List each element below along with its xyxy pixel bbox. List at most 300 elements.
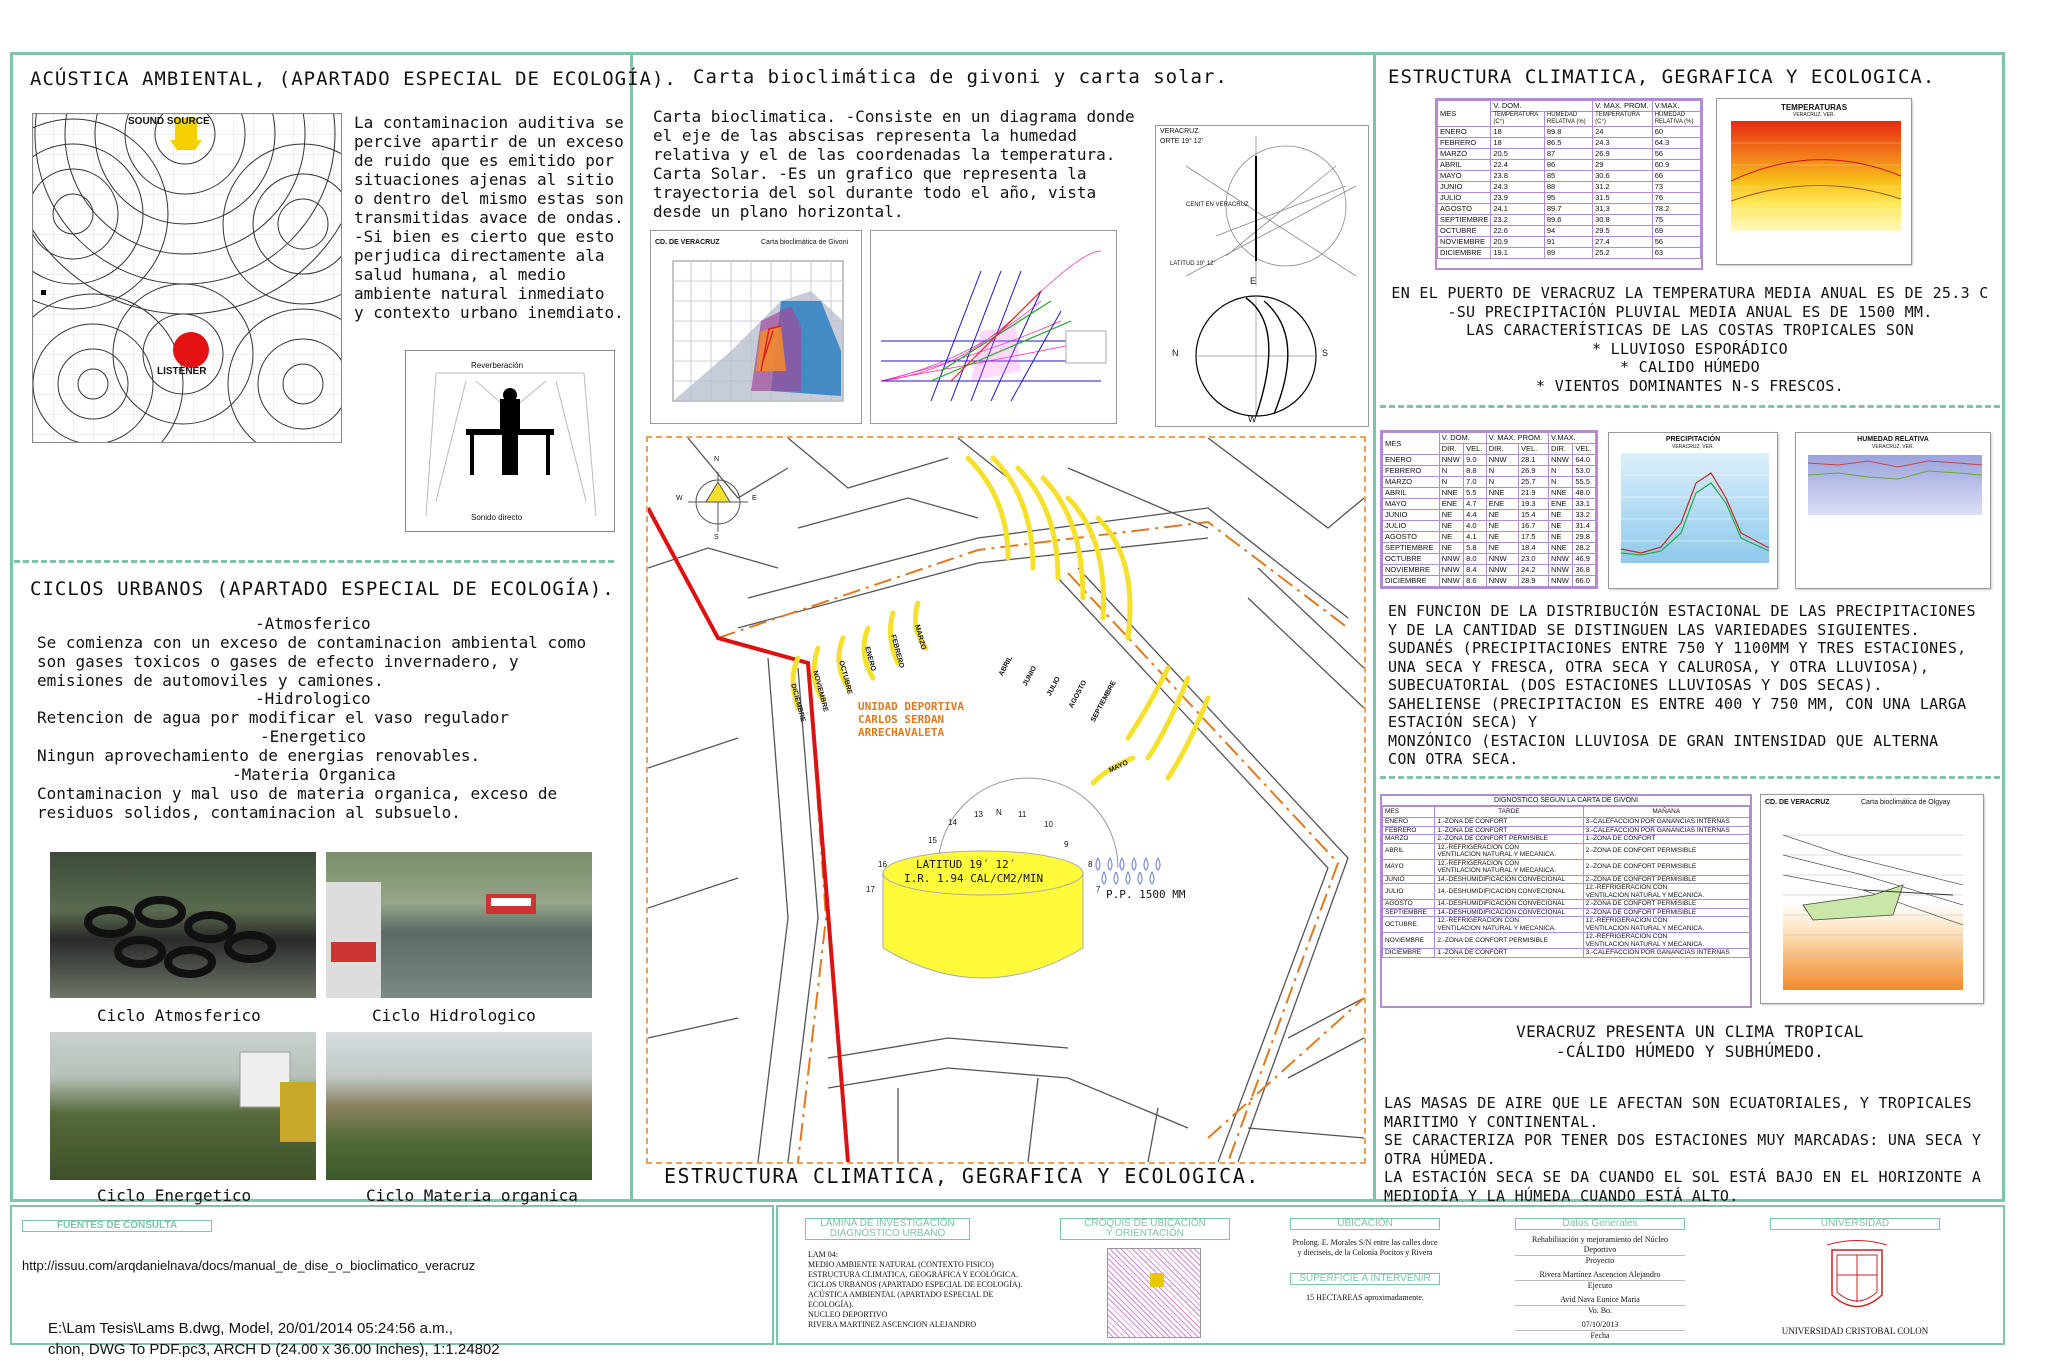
- table-cell: 86: [1544, 160, 1592, 171]
- table-cell: 23.2: [1491, 215, 1545, 226]
- acustica-title: ACÚSTICA AMBIENTAL, (APARTADO ESPECIAL DE ECOLOGÍA).: [30, 68, 677, 90]
- reverb-drawing: [406, 351, 614, 531]
- table-cell: 1.-ZONA DE CONFORT: [1435, 949, 1583, 958]
- datos-title: Datos Generales: [1515, 1218, 1685, 1230]
- listener-label: LISTENER: [157, 366, 207, 377]
- table-row: [1438, 182, 1701, 193]
- table-row: [1438, 138, 1701, 149]
- solar-chart: [1155, 125, 1369, 427]
- table-cell: NOVIEMBRE: [1383, 933, 1435, 949]
- table-cell: DICIEMBRE: [1438, 248, 1491, 259]
- dwg-line2: chon, DWG To PDF.pc3, ARCH D (24.00 x 36.00 Inches), 1:1.24802: [48, 1341, 500, 1358]
- table-cell: 16.7: [1518, 521, 1548, 532]
- hour-label: 9: [1064, 840, 1069, 849]
- table-cell: OCTUBRE: [1383, 554, 1440, 565]
- month-label: NOVIEMBRE: [811, 670, 829, 713]
- table-cell: 76: [1652, 193, 1700, 204]
- superficie-title: SUPERFICIE A INTERVENIR: [1290, 1273, 1440, 1285]
- wind-th-vdom: V. DOM.: [1439, 433, 1486, 444]
- table-cell: SEPTIEMBRE: [1383, 543, 1440, 554]
- table-cell: 2.-ZONA DE CONFORT PERMISIBLE: [1583, 900, 1749, 909]
- ciclos-h3: -Energetico: [260, 727, 366, 746]
- ubicacion-text: Prolong. E. Morales S/N entre las calles doce y dieciseis, de la Colonia Pocitos y Rivera: [1292, 1238, 1438, 1257]
- compass-e: E: [752, 495, 757, 502]
- table-cell: 5.5: [1464, 488, 1487, 499]
- table-cell: 18: [1491, 127, 1545, 138]
- table-cell: MARZO: [1438, 149, 1491, 160]
- table-cell: 12.-REFRIGERACION CON VENTILACION NATURAL Y MECANICA.: [1583, 933, 1749, 949]
- table-cell: 8.0: [1464, 554, 1487, 565]
- givoni-chart-title: Carta bioclimática de Givoni: [761, 239, 849, 246]
- acustica-text: La contaminacion auditiva se percive apartir de un exceso de ruido que es emitido por situaciones ajenas al sitio o dentro del mismo estas son transmitidas avace de ondas. -Si bien es cierto que esto perjudica directamente ala salud humana, al medio ambiente natural inmediato y contexto urbano inemdiato.: [354, 113, 624, 322]
- wind-sub: VEL.: [1518, 444, 1548, 455]
- table-cell: 36.8: [1573, 565, 1596, 576]
- table-cell: N: [1439, 477, 1463, 488]
- latitud-text: LATITUD 19´ 12´: [916, 858, 1016, 871]
- direct-sound-label: Sonido directo: [471, 513, 523, 522]
- month-label: FEBRERO: [889, 634, 905, 669]
- table-cell: 31.5: [1593, 193, 1653, 204]
- datos-row: Vo. Bo.: [1587, 1306, 1613, 1315]
- wind-sub: DIR.: [1439, 444, 1463, 455]
- wind-sub: VEL.: [1464, 444, 1487, 455]
- table-cell: FEBRERO: [1383, 466, 1440, 477]
- table-cell: NE: [1439, 510, 1463, 521]
- table-row: [1383, 477, 1596, 488]
- table-row: [1383, 875, 1750, 884]
- table-cell: N: [1486, 477, 1518, 488]
- table-cell: SEPTIEMBRE: [1438, 215, 1491, 226]
- givoni-city: CD. DE VERACRUZ: [655, 239, 720, 246]
- table-cell: ABRIL: [1383, 843, 1435, 859]
- table-cell: NNE: [1548, 543, 1572, 554]
- table-cell: 3.-CALEFACCION POR GANANCIAS INTERNAS: [1583, 949, 1749, 958]
- table-row: [1383, 826, 1750, 835]
- diag-th: TARDE: [1435, 807, 1583, 818]
- table-cell: 14.-DESHUMIDIFICACION CONVECIONAL: [1435, 908, 1583, 917]
- table-cell: 89.7: [1544, 204, 1592, 215]
- table-cell: 85: [1544, 171, 1592, 182]
- table-cell: 27.4: [1593, 237, 1653, 248]
- estructura-text2: EN FUNCION DE LA DISTRIBUCIÓN ESTACIONAL DE LAS PRECIPITACIONES Y DE LA CANTIDAD SE DISTINGUEN LAS VARIEDADES SIGUIENTES. SUDANÉS (PRECIPITACIONES ENTRE 750 Y 1100MM Y TRES ESTACIONES, UNA SECA Y FRESCA, OTRA SECA Y CALUROSA, Y OTRA LLUVIOSA), SUBECUATORIAL (DOS ESTACIONES LLUVIOSAS Y DOS SECAS). SAHELIENSE (PRECIPITACION ES ENTRE 400 Y 750 MM, CON UNA LARGA ESTACIÓN SECA) Y MONZÓNICO (ESTACION LLUVIOSA DE GRAN INTENSIDAD QUE ALTERNA CON OTRA SECA.: [1388, 602, 1976, 768]
- caption-materia: Ciclo Materia organica: [366, 1186, 578, 1205]
- reverb-diagram: [405, 350, 615, 532]
- table-cell: 7.0: [1464, 477, 1487, 488]
- table-cell: ENE: [1439, 499, 1463, 510]
- table-cell: 4.0: [1464, 521, 1487, 532]
- table-cell: 73: [1652, 182, 1700, 193]
- hour-label: N: [996, 808, 1002, 817]
- precip-lines: [1621, 453, 1769, 563]
- psychro-graphic: [871, 231, 1116, 423]
- table-cell: MARZO: [1383, 835, 1435, 844]
- estructura-text1: EN EL PUERTO DE VERACRUZ LA TEMPERATURA MEDIA ANUAL ES DE 25.3 C -SU PRECIPITACIÓN PLUVIAL MEDIA ANUAL ES DE 1500 MM. LAS CARACTERÍSTICAS DE LAS COSTAS TROPICALES SON * LLUVIOSO ESPORÁDICO * CALIDO HÚMEDO * VIENTOS DOMINANTES N-S FRESCOS.: [1391, 284, 1989, 395]
- table-cell: 75: [1652, 215, 1700, 226]
- datos-row: Rehabilitación y mejoramiento del Núcleo Deportivo: [1515, 1235, 1685, 1256]
- table-cell: 4.1: [1464, 532, 1487, 543]
- table-cell: NNW: [1486, 554, 1518, 565]
- table-cell: NNW: [1439, 576, 1463, 587]
- caption-energetico: Ciclo Energetico: [97, 1186, 252, 1205]
- table-cell: 8.6: [1464, 576, 1487, 587]
- latitud-label: LATITUD 19° 12': [1170, 261, 1215, 267]
- table-row: [1383, 917, 1750, 933]
- lamina-title: LAMINA DE INVESTIGACIÓN DIAGNÓSTICO URBANO: [805, 1218, 970, 1240]
- hour-label: 8: [1088, 860, 1093, 869]
- table-cell: 19.3: [1518, 499, 1548, 510]
- table-row: [1383, 949, 1750, 958]
- ciclos-title: CICLOS URBANOS (APARTADO ESPECIAL DE ECOLOGÍA).: [30, 578, 615, 600]
- lamina-text: LAM 04: MEDIO AMBIENTE NATURAL (CONTEXTO FISICO) ESTRUCTURA CLIMATICA, GEOGRÁFICA Y ECOLÓGICA. CICLOS URBANOS (APARTADO ESPECIAL DE ECOLOGÍA). ACÚSTICA AMBIENTAL (APARTADO ESPECIAL DE ECOLOGÍA). NUCLEO DEPORTIVO RIVERA MARTINEZ ASCENCION ALEJANDRO: [808, 1250, 1023, 1329]
- solar-dir-w: W: [1248, 414, 1257, 424]
- table-row: [1383, 908, 1750, 917]
- table-cell: 48.0: [1573, 488, 1596, 499]
- table-cell: 24.1: [1491, 204, 1545, 215]
- dwg-line1: E:\Lam Tesis\Lams B.dwg, Model, 20/01/2014 05:24:56 a.m.,: [48, 1320, 453, 1337]
- wind-th-mes: MES: [1383, 433, 1440, 455]
- table-cell: 66.0: [1573, 576, 1596, 587]
- table-cell: MAYO: [1438, 171, 1491, 182]
- table-cell: 12.-REFRIGERACION CON VENTILACION NATURAL Y MECANICA.: [1435, 859, 1583, 875]
- table-cell: 23.0: [1518, 554, 1548, 565]
- olgyay-chart-title: Carta bioclimática de Olgyay: [1861, 799, 1951, 806]
- table-cell: 4.4: [1464, 510, 1487, 521]
- datos-row: Rivera Martínez Ascencion Alejandro: [1515, 1270, 1685, 1281]
- table-cell: NE: [1439, 532, 1463, 543]
- temp-sub: HUMEDAD RELATIVA (%): [1544, 112, 1592, 127]
- table-cell: 3.-CALEFACCION POR GANANCIAS INTERNAS: [1583, 826, 1749, 835]
- table-cell: 56: [1652, 237, 1700, 248]
- table-row: [1383, 466, 1596, 477]
- table-row: [1438, 193, 1701, 204]
- croquis-marker: [1150, 1273, 1164, 1287]
- table-cell: DICIEMBRE: [1383, 949, 1435, 958]
- table-row: [1383, 859, 1750, 875]
- table-cell: 8.4: [1464, 565, 1487, 576]
- table-row: [1438, 248, 1701, 259]
- table-cell: NNW: [1548, 576, 1572, 587]
- ciclos-h4: -Materia Organica: [232, 765, 396, 784]
- table-cell: 22.6: [1491, 226, 1545, 237]
- temp-chart-title: TEMPERATURAS: [1780, 103, 1848, 112]
- photo-atmosferico: [50, 852, 316, 998]
- dash-divider: [1380, 776, 2000, 779]
- table-cell: N: [1486, 466, 1518, 477]
- table-row: [1383, 543, 1596, 554]
- ciclos-h1: -Atmosferico: [255, 614, 371, 633]
- table-cell: 14.-DESHUMIDIFICACION CONVECIONAL: [1435, 875, 1583, 884]
- table-cell: JULIO: [1383, 884, 1435, 900]
- table-cell: ENERO: [1383, 818, 1435, 827]
- table-row: [1383, 510, 1596, 521]
- table-cell: 1.-ZONA DE CONFORT: [1583, 835, 1749, 844]
- table-cell: AGOSTO: [1438, 204, 1491, 215]
- table-cell: 1.-ZONA DE CONFORT: [1435, 818, 1583, 827]
- temp-th-vmaxprom: V. MAX. PROM.: [1593, 101, 1653, 112]
- temp-th-vdom: V. DOM.: [1491, 101, 1593, 112]
- datos-row: Proyecto: [1585, 1256, 1615, 1265]
- table-cell: N: [1439, 466, 1463, 477]
- table-cell: JUNIO: [1383, 510, 1440, 521]
- month-label: DICIEMBRE: [789, 683, 807, 723]
- table-cell: 23.8: [1491, 171, 1545, 182]
- dash-divider: [14, 560, 614, 563]
- table-cell: NE: [1548, 521, 1572, 532]
- hour-label: 13: [974, 810, 983, 819]
- table-cell: 33.2: [1573, 510, 1596, 521]
- month-label: ABRIL: [998, 655, 1015, 678]
- hum-chart-title: HUMEDAD RELATIVA: [1857, 436, 1929, 443]
- month-label: MAYO: [1108, 759, 1130, 775]
- estructura-text3: VERACRUZ PRESENTA UN CLIMA TROPICAL -CÁLIDO HÚMEDO Y SUBHÚMEDO.: [1516, 1022, 1864, 1061]
- datos-row: Avid Nava Eunice Maria: [1515, 1295, 1685, 1306]
- site-map-drawing: [648, 438, 1364, 1162]
- table-cell: 25.2: [1593, 248, 1653, 259]
- wind-th-vmaxprom: V. MAX. PROM.: [1486, 433, 1548, 444]
- table-cell: JUNIO: [1383, 875, 1435, 884]
- map-bottom-title: ESTRUCTURA CLIMATICA, GEGRAFICA Y ECOLOGICA.: [664, 1164, 1260, 1188]
- table-row: [1383, 576, 1596, 587]
- table-cell: 60: [1652, 127, 1700, 138]
- ciclos-p4: Contaminacion y mal uso de materia organica, exceso de residuos solidos, contaminacion al subsuelo.: [37, 784, 558, 822]
- photo-hidrologico: [326, 852, 592, 998]
- temp-sub: TEMPERATURA (C°): [1593, 112, 1653, 127]
- ciclos-p3: Ningun aprovechamiento de energias renovables.: [37, 746, 481, 765]
- table-cell: NNW: [1548, 554, 1572, 565]
- university-seal-icon: [1822, 1240, 1892, 1320]
- table-cell: NNE: [1548, 488, 1572, 499]
- precip-chart-sub: VERACRUZ, VER.: [1672, 444, 1714, 450]
- month-label: MARZO: [913, 624, 927, 651]
- temperature-table: [1435, 98, 1703, 270]
- table-cell: 4.7: [1464, 499, 1487, 510]
- datos-list: [1515, 1235, 1685, 1341]
- table-cell: NNW: [1548, 565, 1572, 576]
- table-cell: ENE: [1486, 499, 1518, 510]
- table-cell: NNW: [1486, 565, 1518, 576]
- table-cell: NNE: [1439, 488, 1463, 499]
- table-cell: 17.5: [1518, 532, 1548, 543]
- olgyay-city: CD. DE VERACRUZ: [1765, 799, 1830, 806]
- table-cell: 26.9: [1518, 466, 1548, 477]
- table-cell: 28.9: [1518, 576, 1548, 587]
- table-cell: 88: [1544, 182, 1592, 193]
- solar-graphic: [1156, 126, 1368, 426]
- hour-label: 10: [1044, 820, 1053, 829]
- temp-th-vmax: V.MAX.: [1652, 101, 1700, 112]
- table-cell: NE: [1439, 543, 1463, 554]
- table-cell: 3.-CALEFACCION POR GANANCIAS INTERNAS: [1583, 818, 1749, 827]
- table-row: [1383, 499, 1596, 510]
- compass-s: S: [714, 534, 719, 541]
- hour-label: 17: [866, 885, 875, 894]
- croquis-title: CROQUIS DE UBICACIÓN Y ORIENTACIÓN: [1060, 1218, 1230, 1240]
- table-cell: MAYO: [1383, 499, 1440, 510]
- superficie-text: 15 HECTAREAS aproximadamente.: [1306, 1293, 1424, 1302]
- month-label: AGOSTO: [1068, 679, 1089, 710]
- table-cell: 18.4: [1518, 543, 1548, 554]
- table-cell: N: [1548, 466, 1572, 477]
- temp-th-mes: MES: [1438, 101, 1491, 127]
- table-cell: SEPTIEMBRE: [1383, 908, 1435, 917]
- table-cell: 24.3: [1491, 182, 1545, 193]
- table-cell: OCTUBRE: [1438, 226, 1491, 237]
- caption-hidrologico: Ciclo Hidrologico: [372, 1006, 536, 1025]
- table-cell: 31.4: [1573, 521, 1596, 532]
- hour-label: 7: [1096, 885, 1101, 894]
- table-cell: 55.5: [1573, 477, 1596, 488]
- universidad-title: UNIVERSIDAD: [1770, 1218, 1940, 1230]
- fuentes-url: http://issuu.com/arqdanielnava/docs/manual_de_dise_o_bioclimatico_veracruz: [22, 1258, 476, 1273]
- table-cell: 2.-ZONA DE CONFORT PERMISIBLE: [1583, 859, 1749, 875]
- table-cell: JULIO: [1383, 521, 1440, 532]
- table-cell: 14.-DESHUMIDIFICACION CONVECIONAL: [1435, 900, 1583, 909]
- table-cell: NE: [1486, 521, 1518, 532]
- table-cell: 12.-REFRIGERACION CON VENTILACION NATURAL Y MECANICA.: [1583, 917, 1749, 933]
- table-row: [1438, 127, 1701, 138]
- divider-right: [1373, 52, 1376, 1202]
- table-cell: AGOSTO: [1383, 532, 1440, 543]
- table-cell: 95: [1544, 193, 1592, 204]
- cenit-label: CENIT EN VERACRUZ: [1186, 202, 1249, 208]
- photo-energetico: [50, 1032, 316, 1180]
- table-cell: NNW: [1486, 455, 1518, 466]
- table-cell: 12.-REFRIGERACION CON VENTILACION NATURAL Y MECANICA.: [1435, 843, 1583, 859]
- table-row: [1383, 521, 1596, 532]
- diag-th: MES: [1383, 807, 1435, 818]
- table-cell: OCTUBRE: [1383, 917, 1435, 933]
- table-cell: 14.-DESHUMIDIFICACION CONVECIONAL: [1435, 884, 1583, 900]
- table-row: [1383, 565, 1596, 576]
- table-row: [1383, 532, 1596, 543]
- solar-dir-e: E: [1250, 276, 1257, 286]
- table-cell: 28.1: [1518, 455, 1548, 466]
- wind-th-vmax: V.MAX.: [1548, 433, 1595, 444]
- ciclos-h2: -Hidrologico: [255, 689, 371, 708]
- table-cell: 86.5: [1544, 138, 1592, 149]
- temp-sub: HUMEDAD RELATIVA (%): [1652, 112, 1700, 127]
- wind-sub: DIR.: [1486, 444, 1518, 455]
- table-row: [1438, 215, 1701, 226]
- divider-left: [630, 52, 633, 1202]
- olgyay-chart: [1760, 794, 1984, 1004]
- table-cell: 24: [1593, 127, 1653, 138]
- diagnostico-table: [1380, 794, 1752, 1008]
- diag-title: DIGNOSTICO SEGÚN LA CARTA DE GIVONI: [1382, 796, 1750, 806]
- table-cell: 2.-ZONA DE CONFORT PERMISIBLE: [1435, 933, 1583, 949]
- precip-chart-title: PRECIPITACIÓN: [1665, 436, 1721, 443]
- table-cell: NNW: [1439, 565, 1463, 576]
- site-map: [646, 436, 1366, 1164]
- table-cell: 24.2: [1518, 565, 1548, 576]
- table-cell: 20.9: [1491, 237, 1545, 248]
- temp-chart-lines: [1731, 121, 1901, 231]
- table-cell: ABRIL: [1438, 160, 1491, 171]
- solar-city: VERACRUZ: [1160, 128, 1199, 135]
- table-cell: 29.5: [1593, 226, 1653, 237]
- table-cell: JUNIO: [1438, 182, 1491, 193]
- table-cell: 30.8: [1593, 215, 1653, 226]
- table-cell: 30.6: [1593, 171, 1653, 182]
- carta-title: Carta bioclimática de givoni y carta solar.: [693, 66, 1228, 88]
- table-cell: 78.2: [1652, 204, 1700, 215]
- table-cell: 29.8: [1573, 532, 1596, 543]
- table-cell: 31.2: [1593, 182, 1653, 193]
- table-row: [1383, 843, 1750, 859]
- table-row: [1383, 900, 1750, 909]
- table-cell: 15.4: [1518, 510, 1548, 521]
- ciclos-p2: Retencion de agua por modificar el vaso regulador: [37, 708, 510, 727]
- table-cell: ENERO: [1438, 127, 1491, 138]
- table-row: [1383, 554, 1596, 565]
- sound-source-label: SOUND SOURCE: [128, 116, 210, 127]
- table-cell: 63: [1652, 248, 1700, 259]
- universidad-name: UNIVERSIDAD CRISTOBAL COLON: [1781, 1326, 1929, 1336]
- table-row: [1383, 818, 1750, 827]
- olgyay-lines: [1783, 815, 1963, 990]
- estructura-title: ESTRUCTURA CLIMATICA, GEGRAFICA Y ECOLOGICA.: [1388, 66, 1936, 88]
- table-cell: FEBRERO: [1438, 138, 1491, 149]
- table-cell: NNW: [1439, 554, 1463, 565]
- table-cell: 8.8: [1464, 466, 1487, 477]
- table-cell: NE: [1486, 532, 1518, 543]
- hour-label: 14: [948, 818, 957, 827]
- table-cell: 31.3: [1593, 204, 1653, 215]
- table-cell: 5.8: [1464, 543, 1487, 554]
- table-cell: NE: [1548, 532, 1572, 543]
- compass-w: W: [676, 495, 683, 502]
- table-cell: 89.8: [1544, 127, 1592, 138]
- table-cell: FEBRERO: [1383, 826, 1435, 835]
- datos-row: Ejecuto: [1587, 1281, 1613, 1290]
- ubicacion-title: UBICACIÓN: [1290, 1218, 1440, 1230]
- table-row: [1438, 237, 1701, 248]
- table-cell: MAYO: [1383, 859, 1435, 875]
- table-cell: 9.0: [1464, 455, 1487, 466]
- table-cell: 22.4: [1491, 160, 1545, 171]
- table-cell: NE: [1548, 510, 1572, 521]
- dash-divider: [1380, 405, 2000, 408]
- sound-diagram: [32, 113, 342, 443]
- table-cell: 69: [1652, 226, 1700, 237]
- table-row: [1438, 160, 1701, 171]
- table-cell: 24.3: [1593, 138, 1653, 149]
- table-cell: 87: [1544, 149, 1592, 160]
- table-cell: ENERO: [1383, 455, 1440, 466]
- hum-lines: [1808, 455, 1982, 565]
- table-cell: 33.1: [1573, 499, 1596, 510]
- table-row: [1438, 149, 1701, 160]
- hour-label: 11: [1018, 810, 1027, 819]
- table-row: [1383, 884, 1750, 900]
- table-cell: 2.-ZONA DE CONFORT PERMISIBLE: [1583, 843, 1749, 859]
- table-cell: 23.9: [1491, 193, 1545, 204]
- hour-label: 15: [928, 836, 937, 845]
- table-cell: 91: [1544, 237, 1592, 248]
- month-label: OCTUBRE: [837, 660, 853, 696]
- table-cell: 19.1: [1491, 248, 1545, 259]
- table-cell: 26.9: [1593, 149, 1653, 160]
- psychro-chart: [870, 230, 1117, 424]
- table-cell: 60.9: [1652, 160, 1700, 171]
- table-cell: NE: [1486, 543, 1518, 554]
- table-row: [1438, 226, 1701, 237]
- table-cell: MARZO: [1383, 477, 1440, 488]
- solar-dir-n: N: [1172, 348, 1179, 358]
- wind-table: [1380, 430, 1598, 589]
- table-cell: 46.9: [1573, 554, 1596, 565]
- table-cell: NE: [1439, 521, 1463, 532]
